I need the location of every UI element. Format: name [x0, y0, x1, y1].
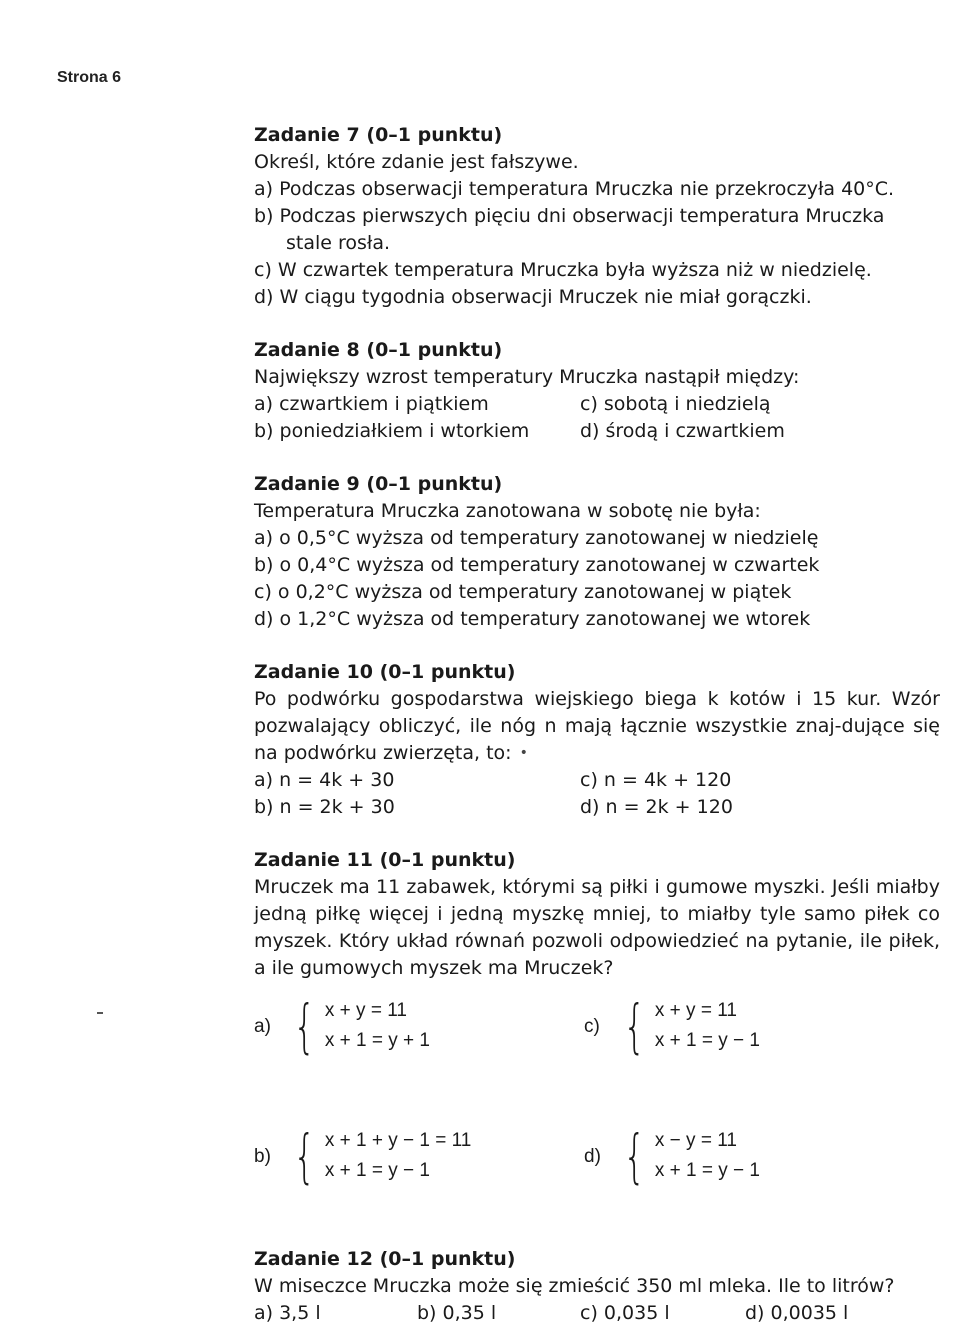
task-9-question: Temperatura Mruczka zanotowana w sobotę nie była: [254, 500, 761, 522]
task-11-question: Mruczek ma 11 zabawek, którymi są piłki i gumowe myszki. Jeśli miałby jedną piłkę więcej i jedną myszkę mniej, to miałby tyle samo piłek co myszek. Który układ równań pozwoli odpowiedzieć na pytanie, ile piłek, a ile gumowych myszek ma Mruczek? [254, 876, 940, 979]
task-12-option-d[interactable]: d) 0,0035 l [745, 1302, 849, 1324]
equation-line: x + y = 11 [324, 1000, 407, 1021]
task-10-options [254, 767, 940, 821]
task-10-option-c[interactable]: c) n = 4k + 120 [580, 769, 732, 791]
task-12-question: W miseczce Mruczka może się zmieścić 350 ml mleka. Ile to litrów? [254, 1275, 895, 1297]
task-11-option-c[interactable] [584, 992, 914, 1060]
task-9 [254, 471, 940, 633]
task-7-option-d[interactable]: d) W ciągu tygodnia obserwacji Mruczek nie miał gorączki. [254, 286, 812, 308]
task-7-option-a[interactable]: a) Podczas obserwacji temperatura Mruczka nie przekroczyła 40°C. [254, 178, 895, 200]
equation-line: x − y = 11 [654, 1130, 737, 1151]
dot-mark-icon: • [519, 745, 528, 761]
task-8-option-d[interactable]: d) środą i czwartkiem [580, 420, 785, 442]
task-12-options [254, 1300, 940, 1327]
task-11-option-b[interactable] [254, 1122, 584, 1190]
task-10-option-a[interactable]: a) n = 4k + 30 [254, 769, 395, 791]
task-10-question-text: Po podwórku gospodarstwa wiejskiego biega k kotów i 15 kur. Wzór pozwalający obliczyć, ile nóg n mają łącznie wszystkie znaj-dujące się na podwórku zwierzęta, to: [254, 688, 940, 764]
equation-line: x + 1 = y − 1 [654, 1160, 760, 1181]
equation-line: x + 1 + y − 1 = 11 [324, 1130, 472, 1151]
task-9-option-c[interactable]: c) o 0,2°C wyższa od temperatury zanotowanej w piątek [254, 581, 792, 603]
task-12-option-a[interactable]: a) 3,5 l [254, 1302, 321, 1324]
brace-icon: { [293, 1122, 316, 1190]
task-9-title: Zadanie 9 (0–1 punktu) [254, 473, 503, 495]
brace-icon: { [623, 992, 646, 1060]
task-7-title: Zadanie 7 (0–1 punktu) [254, 124, 503, 146]
option-label: c) [584, 1015, 600, 1037]
task-8-option-a[interactable]: a) czwartkiem i piątkiem [254, 393, 489, 415]
task-8 [254, 337, 940, 445]
task-11-option-a[interactable] [254, 992, 584, 1060]
task-8-question: Największy wzrost temperatury Mruczka nastąpił między: [254, 366, 800, 388]
task-7-option-b[interactable]: b) Podczas pierwszych pięciu dni obserwacji temperatura Mruczka [254, 205, 885, 227]
equation-system [325, 1126, 471, 1186]
equation-line: x + 1 = y − 1 [324, 1160, 430, 1181]
brace-icon: { [293, 992, 316, 1060]
task-12-option-b[interactable]: b) 0,35 l [417, 1302, 497, 1324]
task-7-option-b-cont: stale rosła. [286, 232, 390, 254]
task-9-option-a[interactable]: a) o 0,5°C wyższa od temperatury zanotowanej w niedzielę [254, 527, 819, 549]
task-12 [254, 1246, 940, 1327]
task-10-question [254, 686, 940, 767]
task-7-question: Określ, które zdanie jest fałszywe. [254, 151, 579, 173]
option-label: d) [584, 1145, 601, 1167]
task-8-title: Zadanie 8 (0–1 punktu) [254, 339, 503, 361]
task-8-option-b[interactable]: b) poniedziałkiem i wtorkiem [254, 420, 530, 442]
task-7 [254, 122, 940, 311]
option-label: b) [254, 1145, 271, 1167]
task-10-title: Zadanie 10 (0–1 punktu) [254, 661, 516, 683]
equation-system [655, 1126, 760, 1186]
task-10-option-d[interactable]: d) n = 2k + 120 [580, 796, 733, 818]
page-label: Strona 6 [57, 69, 122, 86]
exam-content [254, 122, 940, 1327]
equation-line: x + y = 11 [654, 1000, 737, 1021]
equation-line: x + 1 = y − 1 [654, 1030, 760, 1051]
task-9-option-d[interactable]: d) o 1,2°C wyższa od temperatury zanotowanej we wtorek [254, 608, 811, 630]
task-12-title: Zadanie 12 (0–1 punktu) [254, 1248, 516, 1270]
stray-mark [97, 1012, 103, 1014]
equation-system [655, 996, 760, 1056]
task-7-option-c[interactable]: c) W czwartek temperatura Mruczka była wyższa niż w niedzielę. [254, 259, 872, 281]
option-label: a) [254, 1015, 271, 1037]
task-8-option-c[interactable]: c) sobotą i niedzielą [580, 393, 771, 415]
equation-system [325, 996, 430, 1056]
task-11-options [254, 992, 940, 1190]
equation-line: x + 1 = y + 1 [324, 1030, 430, 1051]
task-9-option-b[interactable]: b) o 0,4°C wyższa od temperatury zanotowanej w czwartek [254, 554, 820, 576]
task-11-option-d[interactable] [584, 1122, 914, 1190]
task-10 [254, 659, 940, 821]
task-10-option-b[interactable]: b) n = 2k + 30 [254, 796, 395, 818]
task-11 [254, 847, 940, 1190]
task-12-option-c[interactable]: c) 0,035 l [580, 1302, 670, 1324]
brace-icon: { [623, 1122, 646, 1190]
task-11-title: Zadanie 11 (0–1 punktu) [254, 849, 516, 871]
task-8-options [254, 391, 940, 445]
